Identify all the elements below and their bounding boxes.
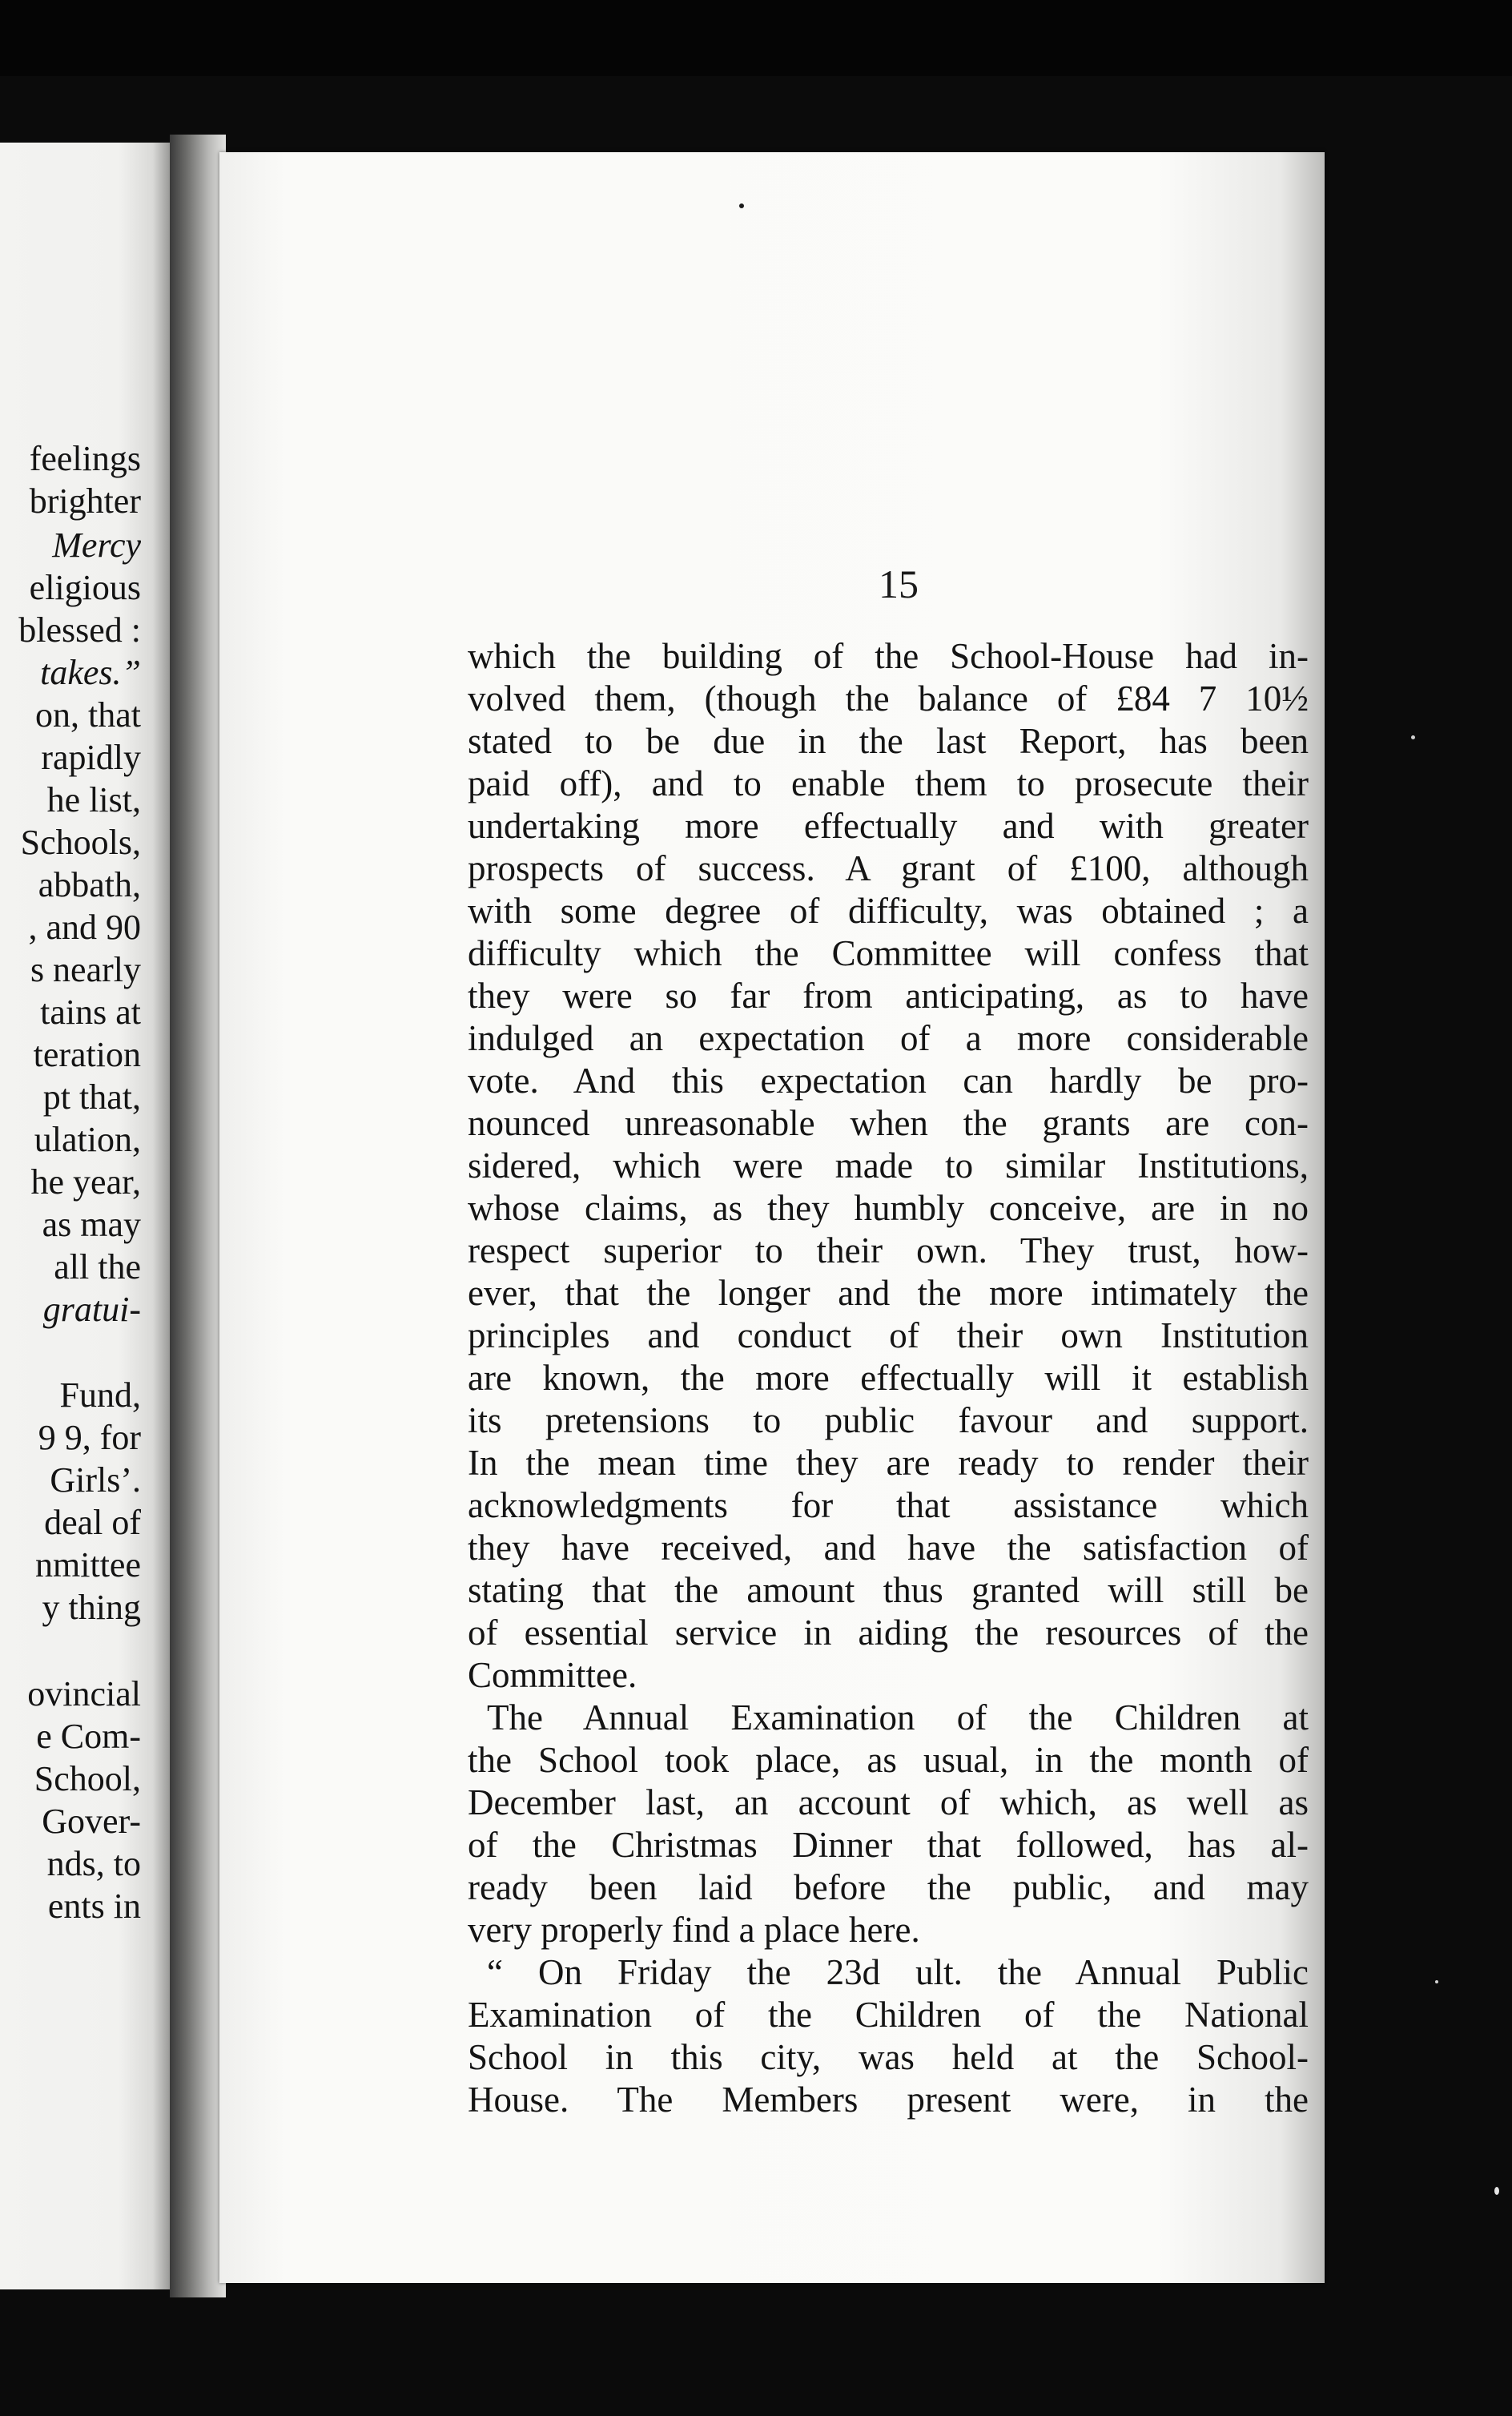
left-page-line: , and 90	[28, 908, 141, 947]
body-text-line: acknowledgments for that assistance which	[468, 1485, 1309, 1525]
body-text-line: are known, the more effectually will it establish	[468, 1358, 1309, 1398]
body-text-line: of essential service in aiding the resources of the	[468, 1613, 1309, 1653]
body-text-line: paid off), and to enable them to prosecute their	[468, 763, 1309, 803]
body-text-line: with some degree of difficulty, was obtained ; a	[468, 891, 1309, 931]
body-text-line: stating that the amount thus granted will still be	[468, 1570, 1309, 1610]
page-number: 15	[879, 562, 919, 606]
body-text-line: stated to be due in the last Report, has been	[468, 721, 1309, 761]
left-page-line: as may	[42, 1205, 141, 1244]
left-page-line: abbath,	[38, 865, 141, 904]
left-page-line: ovincial	[27, 1674, 141, 1713]
body-text-line: nounced unreasonable when the grants are con-	[468, 1103, 1309, 1143]
paper-speck	[739, 203, 744, 208]
left-page-line: nds, to	[46, 1844, 141, 1883]
body-text-line: its pretensions to public favour and support.	[468, 1400, 1309, 1440]
left-page-line: Girls’.	[50, 1460, 141, 1500]
body-text-line: ever, that the longer and the more intimately the	[468, 1273, 1309, 1313]
left-page-line: Fund,	[59, 1375, 141, 1415]
scan-dust-speck	[1411, 735, 1415, 739]
left-page-line: all the	[54, 1247, 141, 1287]
body-text-line: indulged an expectation of a more considerable	[468, 1018, 1309, 1058]
body-text-line: which the building of the School-House had in-	[468, 636, 1309, 676]
left-page-line: ulation,	[34, 1120, 141, 1159]
left-page-line: gratui-	[42, 1290, 141, 1329]
left-page-line: ents in	[47, 1886, 141, 1926]
body-text-line: of the Christmas Dinner that followed, has al-	[468, 1825, 1309, 1865]
left-page-line: nmittee	[35, 1545, 141, 1584]
body-text-line: “ On Friday the 23d ult. the Annual Public	[487, 1952, 1309, 1992]
left-page-line: Gover-	[42, 1802, 141, 1841]
body-text-line: very properly find a place here.	[468, 1910, 920, 1950]
body-text-line: whose claims, as they humbly conceive, are in no	[468, 1188, 1309, 1228]
body-text-line: In the mean time they are ready to render their	[468, 1443, 1309, 1483]
body-text-line: Examination of the Children of the National	[468, 1995, 1309, 2035]
scan-top-border	[0, 0, 1512, 76]
left-page-line: brighter	[29, 481, 141, 521]
left-page-line: tains at	[40, 993, 141, 1032]
left-page-line: he year,	[30, 1162, 141, 1202]
left-page-line: e Com-	[36, 1717, 141, 1756]
body-text-line: The Annual Examination of the Children at	[487, 1697, 1309, 1738]
left-page-line: 9 9, for	[38, 1418, 141, 1457]
left-page-line: pt that,	[42, 1077, 141, 1117]
body-text-line: respect superior to their own. They trust, how-	[468, 1230, 1309, 1270]
body-text-line: sidered, which were made to similar Institutions,	[468, 1146, 1309, 1186]
left-page-line: s nearly	[30, 950, 141, 989]
body-text-line: prospects of success. A grant of £100, although	[468, 848, 1309, 888]
body-text-line: ready been laid before the public, and may	[468, 1867, 1309, 1907]
body-text-line: principles and conduct of their own Institution	[468, 1315, 1309, 1355]
left-page	[0, 143, 170, 2289]
left-page-line: takes.”	[40, 653, 141, 692]
left-page-line: he list,	[46, 780, 141, 819]
left-page-line: eligious	[29, 568, 141, 607]
left-page-line: on, that	[35, 695, 141, 735]
left-page-line: teration	[33, 1035, 141, 1074]
left-page-line: blessed :	[18, 610, 141, 650]
right-page	[219, 152, 1325, 2283]
book-gutter	[170, 135, 226, 2297]
body-text-line: House. The Members present were, in the	[468, 2080, 1309, 2120]
body-text-line: they were so far from anticipating, as to have	[468, 976, 1309, 1016]
body-text-line: Committee.	[468, 1655, 637, 1695]
left-page-line: Mercy	[52, 525, 141, 565]
left-page-line: Schools,	[20, 823, 141, 862]
left-page-line: School,	[34, 1759, 141, 1798]
body-text-line: School in this city, was held at the School-	[468, 2037, 1309, 2077]
left-page-line: feelings	[29, 439, 141, 478]
body-text-line: vote. And this expectation can hardly be pro-	[468, 1061, 1309, 1101]
body-text-line: December last, an account of which, as well as	[468, 1782, 1309, 1822]
left-page-line: deal of	[44, 1503, 141, 1542]
left-page-line: rapidly	[41, 738, 141, 777]
left-page-line: y thing	[42, 1588, 141, 1627]
body-text-line: undertaking more effectually and with greater	[468, 806, 1309, 846]
scan-dust-speck	[1435, 1980, 1438, 1983]
body-text-line: the School took place, as usual, in the month of	[468, 1740, 1309, 1780]
scan-dust-speck	[1494, 2187, 1499, 2195]
body-text-line: volved them, (though the balance of £84 7 10½	[468, 678, 1309, 719]
left-page-text-column	[0, 143, 141, 2289]
body-text-line: they have received, and have the satisfaction of	[468, 1528, 1309, 1568]
body-text-line: difficulty which the Committee will confess that	[468, 933, 1309, 973]
